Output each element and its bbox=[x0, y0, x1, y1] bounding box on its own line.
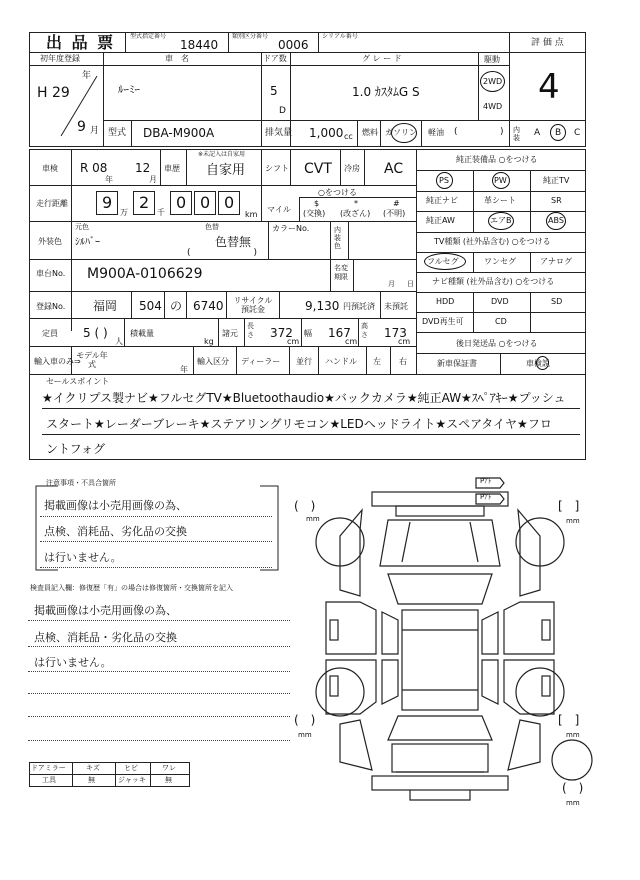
mileage-unit-km: km bbox=[245, 210, 258, 219]
tire-unit-rl: mm bbox=[298, 731, 312, 739]
tire-unit-fl: mm bbox=[306, 515, 320, 523]
tv-analog: アナログ bbox=[540, 257, 572, 266]
navi-dvd: DVD bbox=[491, 297, 509, 306]
legend-tools: 工具 bbox=[42, 776, 56, 784]
registration-label: 登録No. bbox=[36, 302, 66, 311]
dims-label: 諸元 bbox=[222, 329, 238, 338]
mileage-opt2: (改ざん) bbox=[340, 209, 371, 218]
grade-value: 1.0 ｶｽﾀﾑG S bbox=[352, 85, 420, 99]
history-value: 自家用 bbox=[206, 163, 246, 178]
rear-bumper bbox=[372, 776, 508, 790]
mileage-opt3: (不明) bbox=[383, 209, 406, 218]
doors-label: ドア数 bbox=[263, 54, 287, 63]
trunk bbox=[392, 744, 488, 772]
inspector-label: 検査員記入欄：修復歴「有」の場合は修復箇所・交換箇所を記入 bbox=[30, 584, 233, 592]
mileage-opt1: (交換) bbox=[303, 209, 326, 218]
light-oil-label: 軽油 bbox=[428, 128, 444, 137]
doors-type: D bbox=[279, 106, 286, 116]
model-year-label: モデル年式 bbox=[76, 351, 108, 369]
navi-sd: SD bbox=[551, 297, 563, 306]
designation-label: 型式指定番号 bbox=[130, 33, 167, 40]
equip-sr: SR bbox=[551, 196, 562, 205]
caution-line-2: 点検、消耗品、劣化品の交換 bbox=[44, 525, 187, 538]
inspector-line-2: 点検、消耗品・劣化品の交換 bbox=[34, 631, 177, 644]
first-reg-label: 初年度登録 bbox=[40, 54, 80, 63]
width-unit: cm bbox=[345, 337, 358, 346]
inspection-month-unit: 月 bbox=[149, 175, 157, 184]
car-diagram bbox=[300, 470, 600, 810]
score-value: 4 bbox=[538, 67, 560, 107]
mileage-d3: 0 bbox=[176, 193, 187, 212]
not-deposited: 未預託 bbox=[384, 302, 408, 311]
rear-right-door bbox=[504, 660, 554, 714]
navi-dvd-playback: DVD再生可 bbox=[422, 317, 464, 326]
legend-tools-value: 無 bbox=[88, 776, 95, 784]
import-label: 輸入車のみ⇒ bbox=[34, 357, 81, 366]
tire-bracket-fl: ( ) bbox=[294, 499, 316, 513]
mileage-opt1-sym: $ bbox=[314, 199, 320, 208]
legend-door-mirror: ドアミラー bbox=[31, 764, 66, 772]
mileage-opt2-sym: * bbox=[354, 199, 358, 208]
front-right-door bbox=[504, 602, 554, 654]
color-change-label: 色替 bbox=[205, 223, 219, 231]
caution-line-1: 掲載画像は小売用画像の為、 bbox=[44, 499, 187, 512]
navi-cd: CD bbox=[495, 317, 507, 326]
import-type-label: 輸入区分 bbox=[197, 357, 229, 366]
length-label: 長さ bbox=[247, 322, 254, 339]
navi-header: ナビ種類 (社外品含む) ○をつける bbox=[432, 277, 555, 286]
grade-label: グ レ ー ド bbox=[362, 54, 402, 63]
rear-left-tire bbox=[316, 668, 364, 716]
score-label: 評 価 点 bbox=[531, 38, 564, 48]
mileage-note: ○をつける bbox=[318, 188, 357, 197]
shift-value: CVT bbox=[304, 161, 332, 177]
light-oil-paren-close: ) bbox=[500, 127, 504, 137]
tv-fullseg-circle bbox=[424, 253, 466, 270]
inspection-label: 車検 bbox=[42, 164, 58, 173]
mileage-d5: 0 bbox=[224, 193, 235, 212]
displacement-unit: cc bbox=[344, 132, 353, 141]
tire-unit-rr: mm bbox=[566, 731, 580, 739]
spare-tire bbox=[552, 740, 592, 780]
equip-pw-circle bbox=[492, 172, 510, 189]
import-year-unit: 年 bbox=[180, 365, 188, 374]
sales-point-line-1: ★イクリプス製ナビ★フルセグTV★Bluetoothaudio★バックカメラ★純正AW★ｽﾍﾟｱｷｰ★プッシュ bbox=[42, 391, 566, 405]
car-name-label: 車 名 bbox=[165, 54, 189, 63]
capacity-unit: 人 bbox=[115, 337, 123, 346]
load-label: 積載量 bbox=[130, 329, 154, 338]
sales-points-label: セールスポイント bbox=[46, 377, 110, 386]
tire-bracket-rr: [ ] bbox=[558, 713, 580, 727]
color-change-value: 色替無 bbox=[215, 235, 252, 249]
interior-grade-a: A bbox=[534, 128, 541, 138]
drive-4wd: 4WD bbox=[483, 102, 503, 111]
history-label: 車歴 bbox=[164, 164, 180, 173]
equip-ps-circle bbox=[436, 172, 453, 189]
interior-grade-b: B bbox=[555, 128, 562, 138]
first-reg-month-unit: 月 bbox=[90, 126, 100, 136]
ac-label: 冷房 bbox=[344, 164, 360, 173]
fuel-circle bbox=[391, 123, 417, 143]
equip-abs-circle bbox=[546, 212, 566, 230]
tire-bracket-fr: [ ] bbox=[558, 499, 580, 513]
inspection-month: 12 bbox=[135, 161, 151, 175]
width-label: 幅 bbox=[304, 329, 312, 338]
sales-point-line-3: ントフォグ bbox=[46, 442, 106, 456]
tire-unit-spare: mm bbox=[566, 799, 580, 807]
name-change-label: 名変期限 bbox=[334, 264, 348, 281]
navi-hdd: HDD bbox=[436, 297, 455, 306]
equip-navi: 純正ナビ bbox=[426, 196, 458, 205]
reg-number: 6740 bbox=[193, 299, 224, 313]
designation-value: 18440 bbox=[180, 38, 219, 52]
mileage-unit-man: 万 bbox=[120, 208, 128, 217]
equip-tv: 純正TV bbox=[543, 176, 570, 185]
color-orig-label: 元色 bbox=[75, 223, 89, 231]
recycle-label: リサイクル預託金 bbox=[233, 296, 273, 314]
chassis-month-unit: 月 bbox=[388, 280, 395, 288]
reg-class-no: 504 bbox=[139, 299, 162, 313]
capacity-value: 5 ( ) bbox=[83, 326, 108, 340]
reg-kana: の bbox=[170, 299, 183, 313]
front-right-fender bbox=[518, 510, 540, 596]
legend-crack: ヒビ bbox=[124, 764, 138, 772]
front-bumper-inner bbox=[396, 506, 484, 516]
first-reg-year-unit: 年 bbox=[82, 71, 92, 81]
inspection-value: R 08 bbox=[80, 161, 108, 175]
equip-abs: ABS bbox=[548, 216, 564, 225]
mile-label: マイル bbox=[267, 205, 291, 214]
ac-value: AC bbox=[384, 161, 404, 177]
color-no-label: カラーNo. bbox=[272, 224, 310, 233]
drive-label: 駆動 bbox=[484, 55, 500, 64]
caution-label: 注意事項・不具合箇所 bbox=[46, 479, 116, 487]
history-note: ※未記入は自家用 bbox=[198, 151, 246, 158]
height-unit: cm bbox=[398, 337, 411, 346]
legend-scratch: キズ bbox=[86, 764, 100, 772]
equip-pw: PW bbox=[494, 176, 507, 185]
mileage-d4: 0 bbox=[200, 193, 211, 212]
import-dealer: ディーラー bbox=[241, 357, 281, 366]
displacement-label: 排気量 bbox=[265, 128, 293, 138]
handle-left: 左 bbox=[373, 357, 381, 366]
front-left-fender bbox=[340, 510, 362, 596]
hood bbox=[380, 520, 500, 566]
first-reg-era: H 29 bbox=[37, 85, 70, 101]
mileage-d1: 9 bbox=[102, 193, 113, 212]
tv-header: TV種類 (社外品含む) ○をつける bbox=[434, 237, 551, 246]
later-warranty: 新車保証書 bbox=[437, 359, 477, 368]
first-reg-month: 9 bbox=[77, 119, 86, 135]
page-title: 出 品 票 bbox=[46, 33, 116, 52]
later-header: 後日発送品 ○をつける bbox=[456, 339, 538, 348]
inspection-year-unit: 年 bbox=[105, 175, 113, 184]
import-parallel: 並行 bbox=[296, 357, 312, 366]
tire-unit-fr: mm bbox=[566, 517, 580, 525]
fuel-value: ガソリン bbox=[385, 128, 417, 137]
chassis-label: 車台No. bbox=[36, 269, 66, 278]
load-unit: kg bbox=[204, 337, 214, 346]
later-manual-circle bbox=[536, 356, 549, 370]
equip-leather: 革シート bbox=[484, 196, 516, 205]
chassis-day-unit: 日 bbox=[407, 280, 414, 288]
rear-window bbox=[388, 716, 492, 740]
drive-2wd-circle bbox=[480, 71, 505, 92]
interior-grade-c: C bbox=[574, 128, 581, 138]
width-value: 167 bbox=[328, 326, 351, 340]
mileage-opt3-sym: # bbox=[393, 199, 400, 208]
equip-ps: PS bbox=[439, 176, 449, 185]
equip-aw: 純正AW bbox=[426, 216, 455, 225]
windshield bbox=[388, 574, 492, 604]
model-value: DBA-M900A bbox=[143, 126, 215, 140]
model-label: 型式 bbox=[108, 128, 127, 138]
sales-point-line-2: スタート★レーダーブレーキ★ステアリングリモコン★LEDヘッドライト★スペアタイヤ★フロ bbox=[46, 417, 552, 431]
handle-label: ハンドル bbox=[325, 357, 357, 366]
rear-right-tire bbox=[516, 668, 564, 716]
interior-color-label: 内装色 bbox=[334, 226, 341, 250]
displacement-value: 1,000 bbox=[309, 126, 344, 140]
tire-bracket-rl: ( ) bbox=[294, 713, 316, 727]
equipment-header: 純正装備品 ○をつける bbox=[456, 155, 538, 164]
color-paren: ( ) bbox=[187, 248, 258, 258]
mileage-unit-sen: 千 bbox=[157, 208, 165, 217]
equip-airbag: エアB bbox=[490, 216, 512, 225]
light-oil-paren: ( bbox=[454, 127, 458, 137]
serial-label: シリアル番号 bbox=[322, 33, 358, 40]
diagram-tag-1: Pｱﾄ bbox=[480, 477, 492, 485]
interior-label: 内装 bbox=[513, 126, 520, 142]
equip-airbag-circle bbox=[488, 212, 514, 230]
inspector-line-3: は行いません。 bbox=[34, 656, 112, 669]
color-label: 外装色 bbox=[38, 237, 62, 246]
capacity-label: 定員 bbox=[42, 329, 58, 338]
front-left-door bbox=[326, 602, 376, 654]
handle-right: 右 bbox=[399, 357, 407, 366]
length-value: 372 bbox=[270, 326, 293, 340]
rear-quarter-right bbox=[508, 720, 540, 770]
reg-area: 福岡 bbox=[93, 299, 118, 313]
diagram-tag-2: Pｱﾄ bbox=[480, 493, 492, 501]
tv-oneseg: ワンセグ bbox=[484, 257, 516, 266]
mileage-label: 走行距離 bbox=[36, 199, 68, 208]
caution-line-3: は行いません。 bbox=[44, 551, 122, 564]
drive-2wd: 2WD bbox=[483, 77, 503, 86]
car-name-value: ﾙｰﾐｰ bbox=[118, 83, 140, 96]
later-manual: 車検説 bbox=[526, 359, 550, 368]
class-value: 0006 bbox=[278, 38, 309, 52]
tv-fullseg: フルセグ bbox=[427, 257, 459, 266]
chassis-value: M900A-0106629 bbox=[87, 266, 203, 282]
class-label: 類別区分番号 bbox=[232, 33, 269, 40]
doors-value: 5 bbox=[270, 84, 278, 98]
legend-jack: ジャッキ bbox=[118, 776, 146, 784]
shift-label: シフト bbox=[265, 164, 289, 173]
recycle-value: 9,130 bbox=[305, 299, 340, 313]
legend-jack-value: 無 bbox=[165, 776, 172, 784]
length-unit: cm bbox=[287, 337, 300, 346]
height-value: 173 bbox=[384, 326, 407, 340]
legend-break: ワレ bbox=[162, 764, 176, 772]
fuel-label: 燃料 bbox=[362, 128, 378, 137]
roof bbox=[402, 610, 478, 710]
rear-quarter-left bbox=[340, 720, 372, 770]
rear-left-door bbox=[326, 660, 376, 714]
recycle-suffix: 円預託済 bbox=[343, 302, 375, 311]
tire-bracket-spare: ( ) bbox=[562, 781, 584, 795]
mileage-d2: 2 bbox=[139, 193, 150, 212]
height-label: 高さ bbox=[361, 322, 368, 339]
interior-b-circle bbox=[550, 124, 566, 141]
color-orig-value: ｼﾙﾊﾞｰ bbox=[75, 237, 100, 248]
inspector-line-1: 掲載画像は小売用画像の為、 bbox=[34, 604, 177, 617]
